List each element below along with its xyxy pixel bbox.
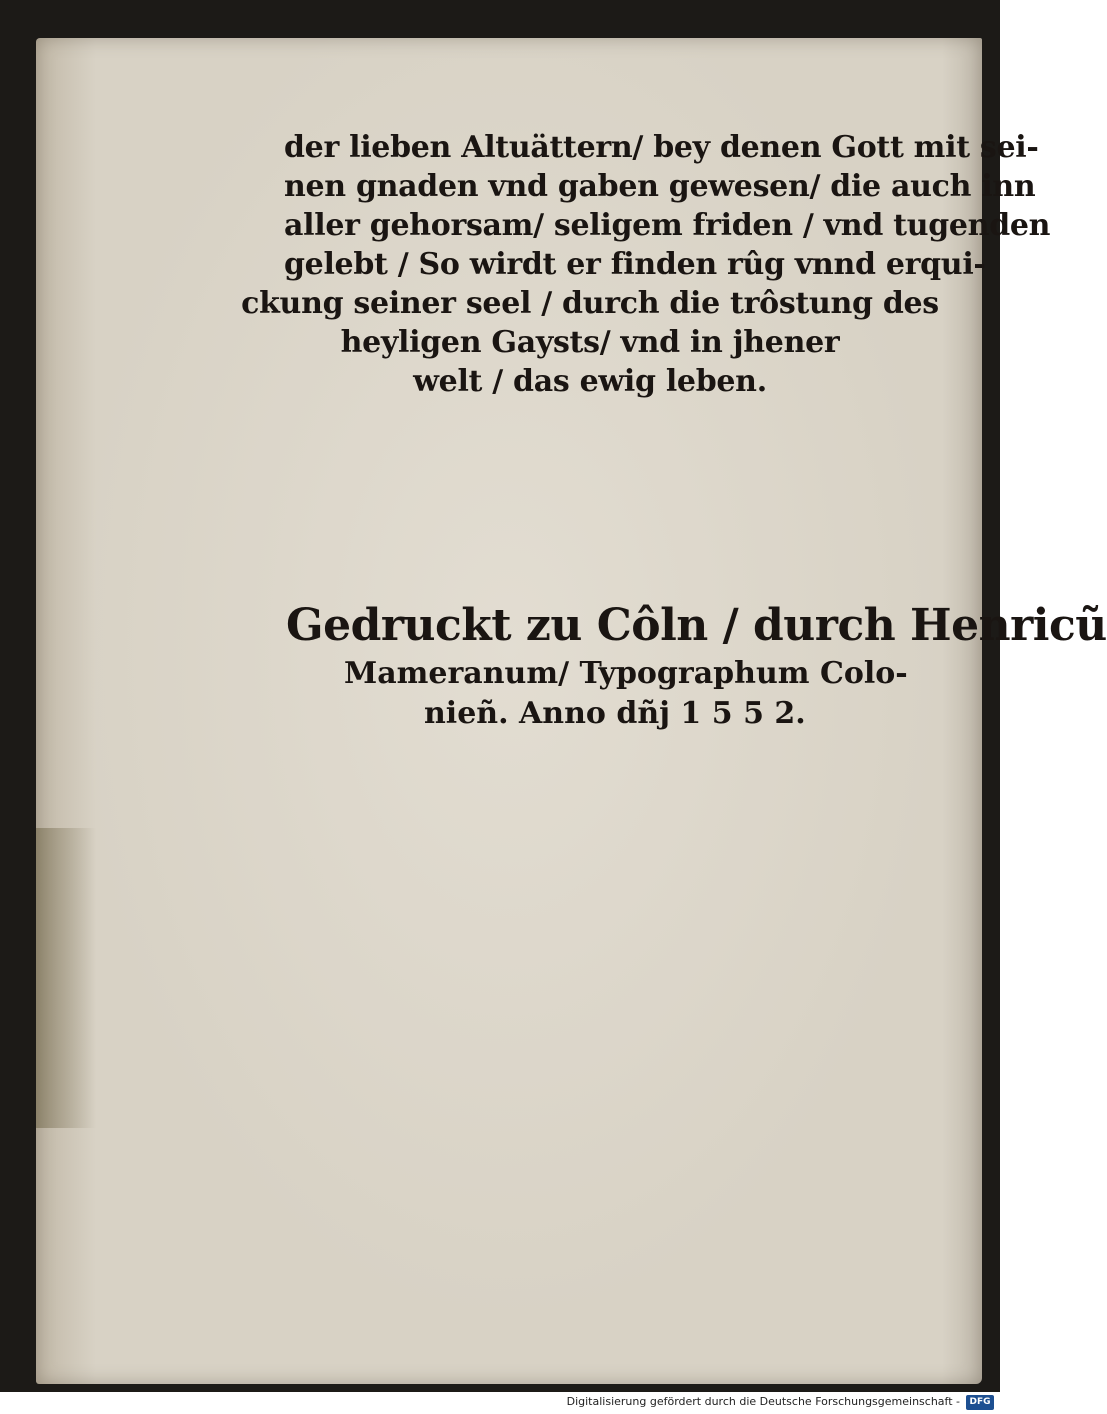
body-line: aller gehorsam/ seligem friden / vnd tugenden — [284, 208, 1051, 243]
body-line: heyligen Gaysts/ vnd in jhener — [340, 325, 840, 360]
body-text — [240, 128, 1051, 401]
footer-bar — [0, 1392, 1000, 1414]
colophon-line: Mameranum/ Typographum Colo- — [344, 656, 908, 691]
colophon-line: Gedruckt zu Côln / durch Henricũ — [286, 600, 1107, 651]
colophon — [286, 598, 1107, 734]
page-stain — [36, 828, 96, 1128]
body-line: nen gnaden vnd gaben gewesen/ die auch inn — [284, 169, 1036, 204]
body-line: der lieben Altuättern/ bey denen Gott mit sei- — [284, 130, 1039, 165]
body-line: welt / das ewig leben. — [413, 364, 767, 399]
body-line: ckung seiner seel / durch die trôstung des — [241, 286, 939, 321]
funding-credit: Digitalisierung gefördert durch die Deutsche Forschungsgemeinschaft - — [566, 1395, 960, 1408]
dfg-logo-icon: DFG — [966, 1395, 994, 1410]
body-line: gelebt / So wirdt er finden rûg vnnd erqui- — [284, 247, 986, 282]
colophon-line: nieñ. Anno dñj 1 5 5 2. — [424, 696, 806, 731]
